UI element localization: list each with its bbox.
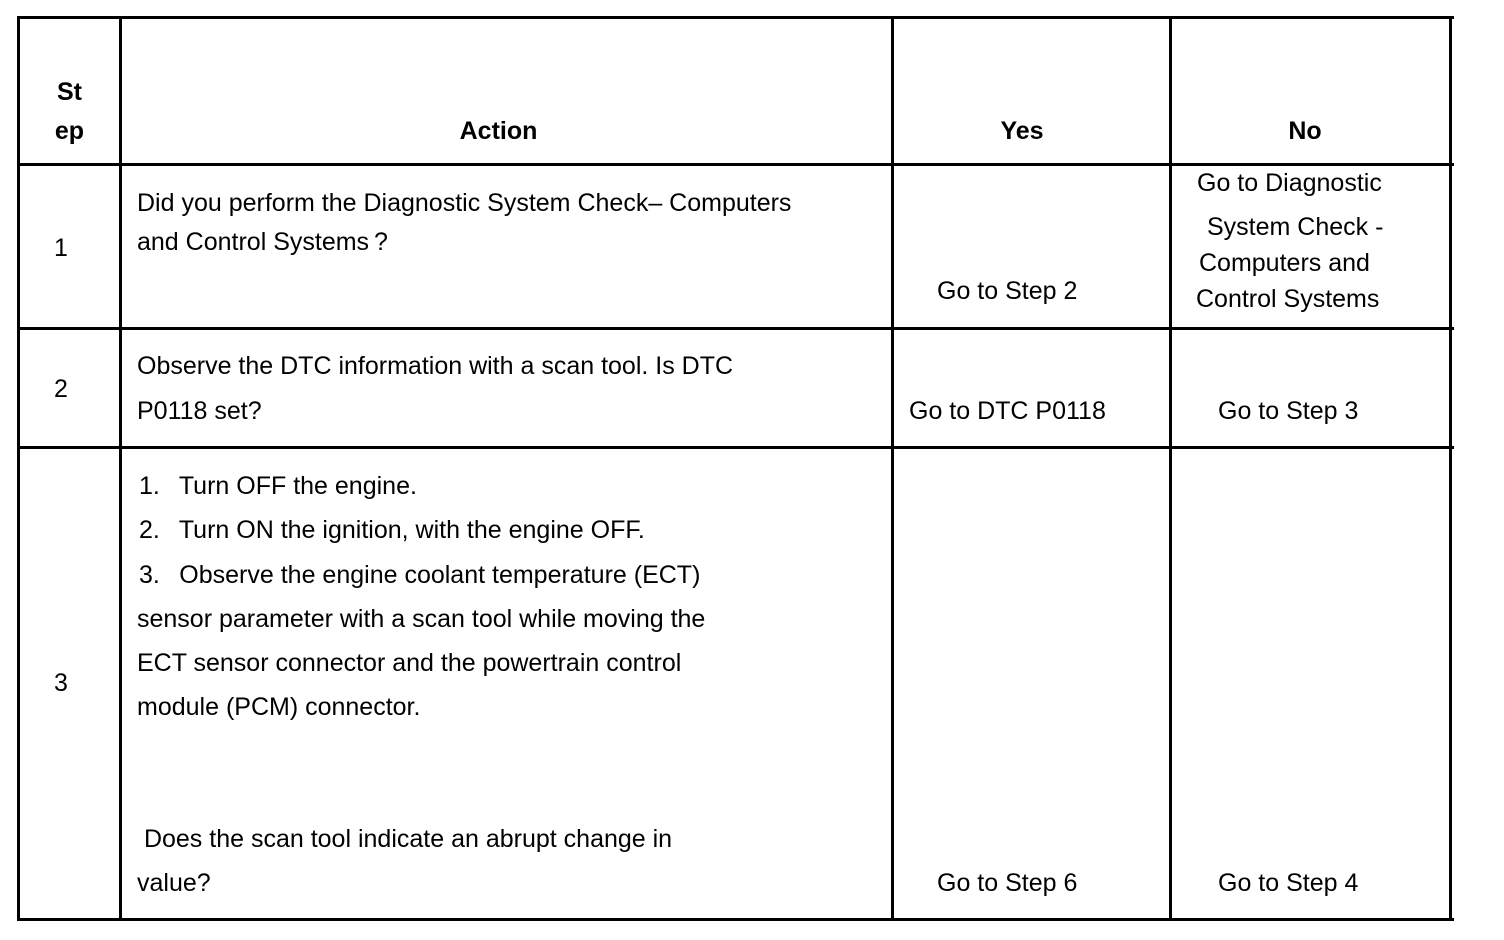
row3-list-item2: 2. Turn ON the ignition, with the engine OFF. [139, 516, 645, 544]
row3-cont-line1: sensor parameter with a scan tool while moving the [137, 605, 706, 633]
row1-no-line1: Go to Diagnostic [1197, 169, 1382, 197]
row1-yes: Go to Step 2 [937, 277, 1078, 305]
table-rule-col1 [119, 16, 122, 921]
header-action: Action [459, 117, 538, 145]
table-rule-col2 [891, 16, 894, 921]
header-no: No [1288, 117, 1322, 145]
row1-action-line1: Did you perform the Diagnostic System Check– Computers [137, 189, 792, 217]
table-rule-right [1449, 16, 1452, 921]
row3-question-line1: Does the scan tool indicate an abrupt change in [137, 825, 673, 853]
header-yes: Yes [1000, 117, 1044, 145]
row1-step: 1 [54, 234, 68, 262]
row1-no-line3: Computers and [1199, 249, 1370, 277]
row1-no-line4: Control Systems [1196, 285, 1380, 313]
row3-cont-line3: module (PCM) connector. [137, 693, 421, 721]
table-rule-bottom [17, 918, 1454, 921]
row2-action-line1: Observe the DTC information with a scan tool. Is DTC [137, 352, 734, 380]
row3-list-item3: 3. Observe the engine coolant temperature (ECT) [139, 561, 701, 589]
table-rule-header [17, 163, 1454, 166]
row2-no: Go to Step 3 [1218, 397, 1359, 425]
table-rule-col3 [1169, 16, 1172, 921]
row3-no: Go to Step 4 [1218, 869, 1359, 897]
row1-no-line2: System Check - [1207, 213, 1384, 241]
table-rule-row2 [17, 446, 1454, 449]
header-step-line2: ep [54, 117, 85, 145]
header-step-line1: St [57, 78, 82, 106]
row2-step: 2 [54, 375, 68, 403]
row3-question-line2: value? [137, 869, 211, 897]
row3-yes: Go to Step 6 [937, 869, 1078, 897]
row3-step: 3 [54, 669, 68, 697]
table-rule-left [17, 16, 20, 921]
row3-cont-line2: ECT sensor connector and the powertrain control [137, 649, 682, 677]
row2-yes: Go to DTC P0118 [909, 397, 1106, 425]
row3-list-item1: 1. Turn OFF the engine. [139, 472, 417, 500]
row1-action-line2: and Control Systems ? [137, 228, 388, 256]
row2-action-line2: P0118 set? [137, 397, 262, 425]
table-rule-row1 [17, 327, 1454, 330]
table-rule-top [17, 16, 1454, 19]
